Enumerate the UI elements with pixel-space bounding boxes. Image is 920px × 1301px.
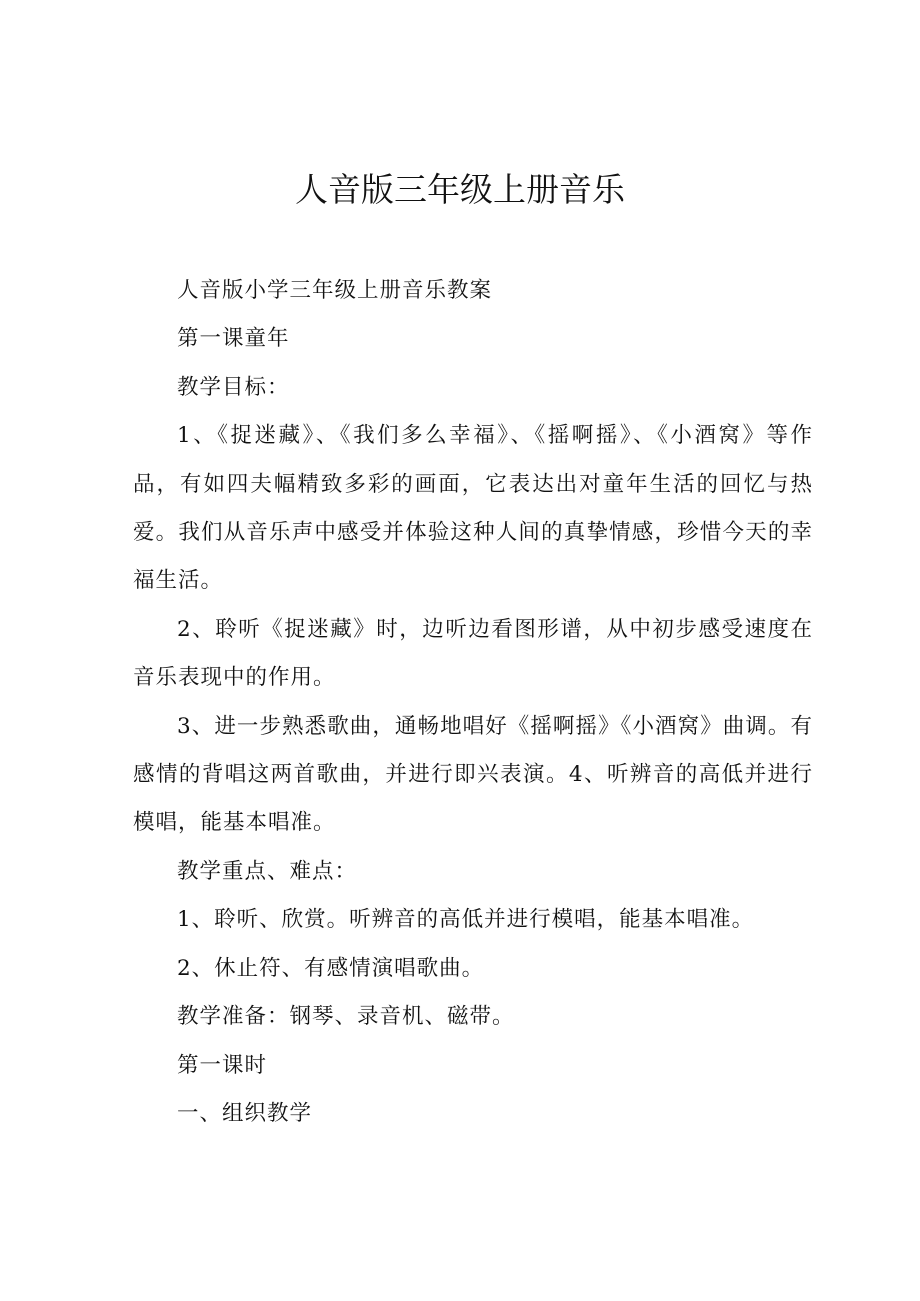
paragraph-lesson-plan-heading: 人音版小学三年级上册音乐教案 [177, 278, 493, 303]
paragraph-preparation: 教学准备：钢琴、录音机、磁带。 [177, 1004, 515, 1030]
paragraph-objectives-heading: 教学目标： [177, 374, 290, 400]
document-title: 人音版三年级上册音乐 [295, 170, 625, 209]
paragraph-key-points-heading: 教学重点、难点： [177, 858, 358, 884]
paragraph-first-period: 第一课时 [177, 1052, 268, 1078]
paragraph-organize-teaching: 一、组织教学 [177, 1100, 313, 1126]
paragraph-key-point-1: 1、聆听、欣赏。听辨音的高低并进行模唱，能基本唱准。 [177, 907, 755, 933]
paragraph-lesson-one: 第一课童年 [177, 326, 290, 352]
paragraph-key-point-2: 2、休止符、有感情演唱歌曲。 [177, 955, 485, 981]
paragraph-objective-2: 2、聆听《捉迷藏》时，边听边看图形谱，从中初步感受速度在音乐表现中的作用。 [133, 616, 813, 691]
paragraph-objective-1: 1、《捉迷藏》、《我们多么幸福》、《摇啊摇》、《小酒窝》等作品，有如四夫幅精致多彩的画面，它表达出对童年生活的回忆与热爱。我们从音乐声中感受并体验这种人间的真挚情感，珍惜今天的幸福生活。 [133, 423, 813, 594]
document-body [133, 267, 813, 1138]
paragraph-objective-3: 3、进一步熟悉歌曲，通畅地唱好《摇啊摇》《小酒窝》曲调。有感情的背唱这两首歌曲，并进行即兴表演。4、听辨音的高低并进行模唱，能基本唱准。 [133, 713, 813, 836]
